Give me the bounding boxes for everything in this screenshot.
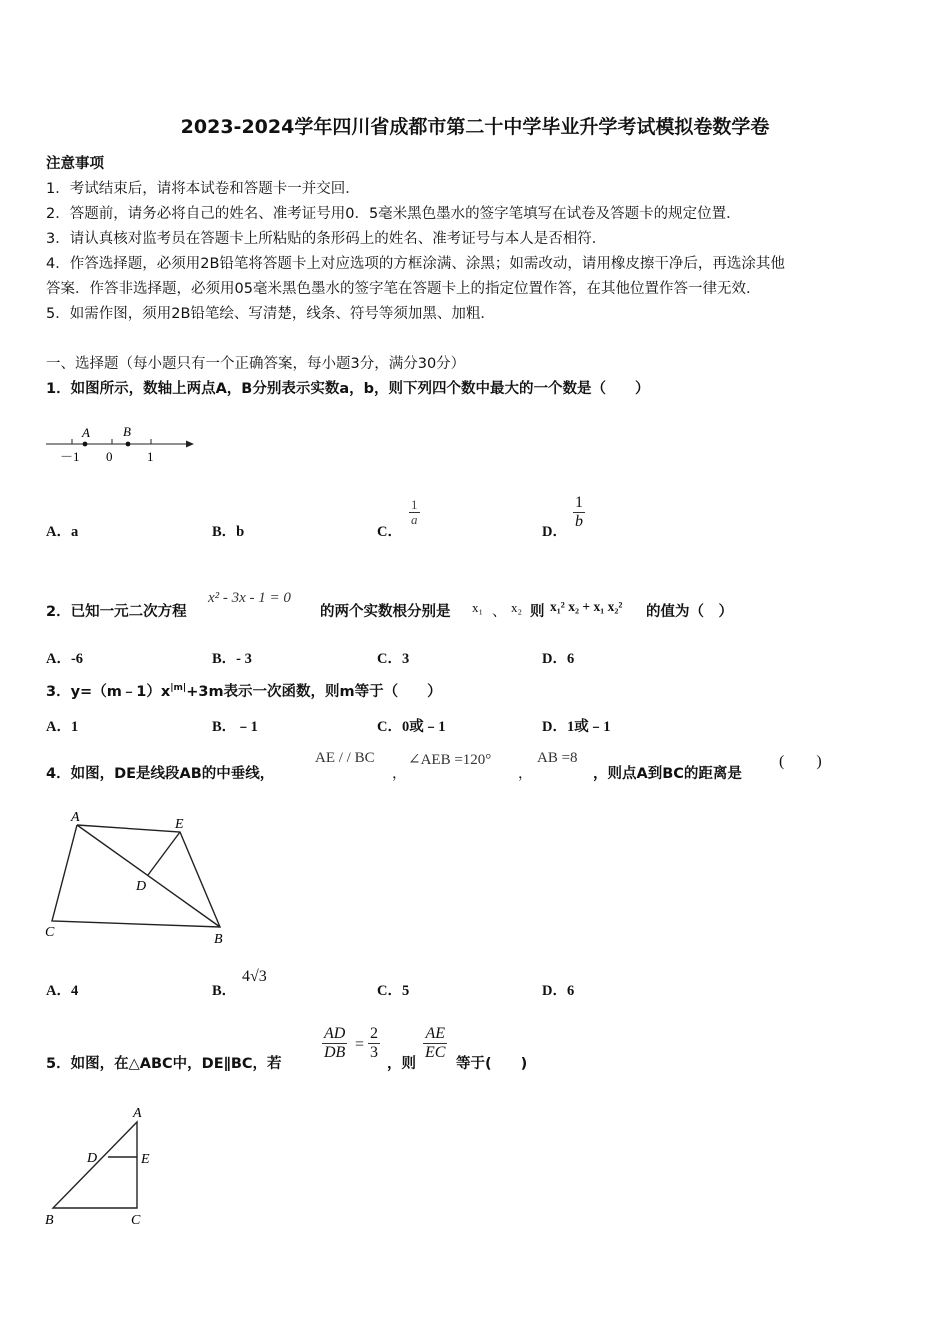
q2-x2: x₂ — [511, 600, 523, 615]
q1-option-b: B．b — [212, 524, 245, 540]
q1-tick-1: 1 — [147, 449, 154, 464]
q4-condition-length: AB =8 — [537, 750, 578, 766]
q4-label-b: B — [214, 932, 223, 947]
q4-answer-paren: ( ) — [779, 753, 822, 770]
q4-condition-angle: ∠AEB =120° — [408, 752, 492, 768]
q2-equation: x² - 3x - 1 = 0 — [208, 590, 291, 606]
q5-label-a: A — [133, 1106, 142, 1121]
q1-tick-neg1: －1 — [60, 449, 80, 464]
q2-x1: x₁ — [472, 600, 484, 615]
q5-figure — [40, 1102, 170, 1232]
q2-stem-mid: 的两个实数根分别是 — [320, 604, 451, 620]
q5-stem-mid: ，则 — [387, 1056, 416, 1072]
q4-option-b-value: 4√3 — [242, 968, 267, 985]
q5-label-d: D — [87, 1151, 98, 1166]
q4-label-e: E — [175, 817, 184, 832]
notes-heading: 注意事项 — [46, 156, 104, 172]
page-title: 2023-2024学年四川省成都市第二十中学毕业升学考试模拟卷数学卷 — [180, 116, 770, 138]
q1-stem: 1．如图所示，数轴上两点A，B分别表示实数a，b，则下列四个数中最大的一个数是（ ） — [46, 381, 650, 397]
q4-label-a: A — [71, 810, 80, 825]
q1-number-line-figure — [44, 420, 199, 468]
q1-option-d-label: D． — [542, 524, 567, 540]
note-5: 5．如需作图，须用2B铅笔绘、写清楚，线条、符号等须加黑、加粗． — [46, 306, 495, 322]
q2-stem-end: 的值为（ ） — [646, 604, 733, 620]
q5-fraction-ad-db: $\frac{AD}{DB}$ — [324, 1025, 346, 1061]
q3-stem: 3．$y=(m﹣1)x^{|m|}+3m$表示一次函数，则m等于（ ） — [46, 683, 442, 700]
q4-label-d: D — [136, 879, 147, 894]
q2-option-b: B．- 3 — [212, 651, 252, 667]
q4-comma-2: ， — [518, 766, 533, 782]
q1-label-a: A — [82, 425, 90, 440]
q4-option-c: C．5 — [377, 983, 410, 999]
q3-option-a: A．1 — [46, 719, 79, 735]
q3-exponent: |m| — [170, 683, 187, 694]
q2-sep: 、 — [492, 604, 507, 620]
q3-option-b: B．﹣1 — [212, 719, 258, 735]
q2-option-a: A．-6 — [46, 651, 84, 667]
note-3: 3．请认真核对监考员在答题卡上所粘贴的条形码上的姓名、准考证号与本人是否相符． — [46, 231, 607, 247]
q3-option-d: D．1或﹣1 — [542, 719, 611, 735]
q4-comma-1: ， — [392, 766, 407, 782]
q5-equals: = — [355, 1036, 365, 1053]
q4-figure — [40, 808, 235, 950]
q1-option-c-fraction: $\frac{1}{a}$ — [411, 497, 418, 528]
note-1: 1．考试结束后，请将本试卷和答题卡一并交回． — [46, 181, 360, 197]
note-2: 2．答题前，请务必将自己的姓名、准考证号用0．5毫米黑色墨水的签字笔填写在试卷及答题卡的规定位置． — [46, 206, 741, 222]
q1-option-a: A．a — [46, 524, 79, 540]
q2-expression: x₁² x₂ + x₁ x₂² — [550, 599, 623, 614]
section-heading: 一、选择题（每小题只有一个正确答案，每小题3分，满分30分） — [46, 356, 466, 372]
q1-option-d-fraction: $\frac{1}{b}$ — [575, 494, 583, 530]
q4-stem-end: ，则点A到BC的距离是 — [593, 766, 742, 782]
note-4: 4．作答选择题，必须用2B铅笔将答题卡上对应选项的方框涂满、涂黑；如需改动，请用橡皮擦干净后，再选涂其他 — [46, 256, 785, 272]
q4-option-b-label: B． — [212, 983, 237, 999]
q5-fraction-two-thirds: $\frac{2}{3}$ — [370, 1025, 378, 1061]
q1-label-b: B — [123, 424, 131, 439]
q2-option-d: D．6 — [542, 651, 575, 667]
q5-label-e: E — [141, 1152, 150, 1167]
q4-stem-start: 4．如图，DE是线段AB的中垂线， — [46, 766, 275, 782]
q1-tick-0: 0 — [106, 449, 113, 464]
q5-stem-end: 等于( ) — [456, 1056, 528, 1072]
q5-label-b: B — [45, 1213, 54, 1228]
q5-fraction-ae-ec: $\frac{AE}{EC}$ — [425, 1025, 446, 1061]
q2-stem-start: 2．已知一元二次方程 — [46, 604, 187, 620]
q2-then: 则 — [530, 604, 545, 620]
q4-label-c: C — [45, 925, 55, 940]
q5-stem-start: 5．如图，在△ABC中，DE∥BC，若 — [46, 1056, 282, 1072]
q1-option-c-label: C． — [377, 524, 402, 540]
q3-option-c: C．0或﹣1 — [377, 719, 446, 735]
q4-condition-parallel: AE / / BC — [315, 750, 375, 766]
q4-option-d: D．6 — [542, 983, 575, 999]
note-4-cont: 答案．作答非选择题，必须用05毫米黑色墨水的签字笔在答题卡上的指定位置作答，在其他位置作答一律无效． — [46, 281, 761, 297]
q2-option-c: C．3 — [377, 651, 410, 667]
q4-option-a: A．4 — [46, 983, 79, 999]
q5-label-c: C — [131, 1213, 141, 1228]
